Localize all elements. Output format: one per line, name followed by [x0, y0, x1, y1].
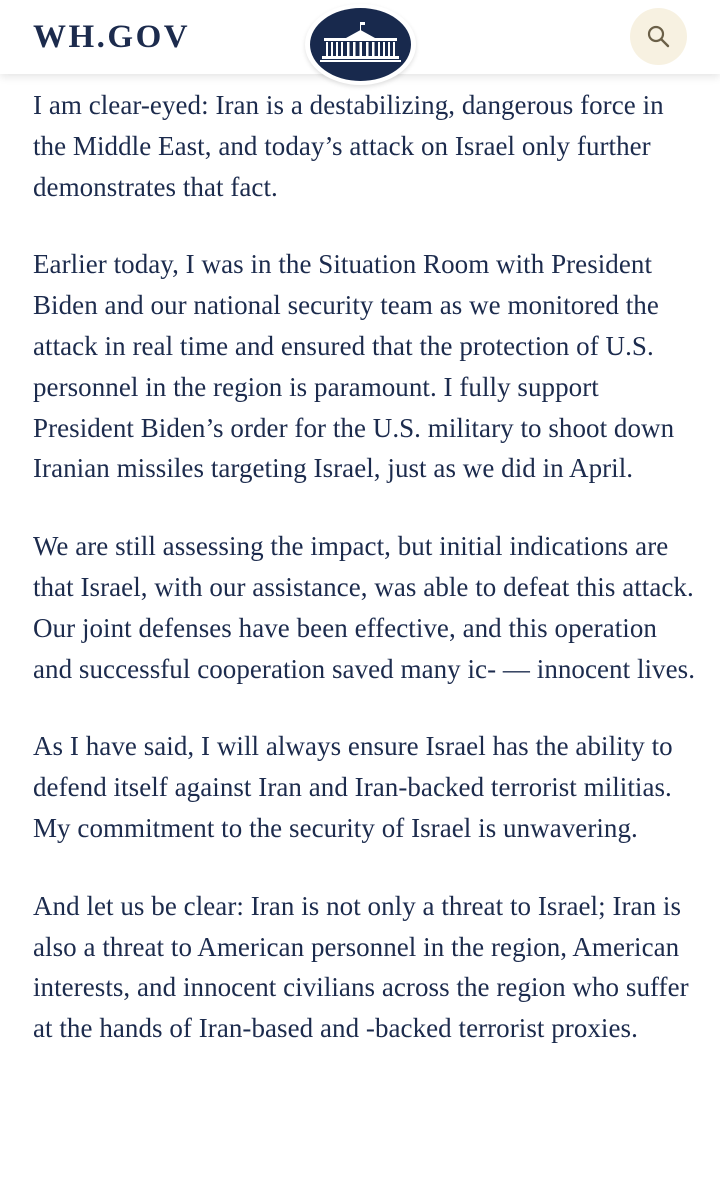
white-house-seal-icon[interactable]: [305, 4, 416, 85]
article-body: [33, 85, 698, 1086]
white-house-building-icon: [310, 8, 411, 81]
article-paragraph: And let us be clear: Iran is not only a threat to Israel; Iran is also a threat to American personnel in the region, American interests, and innocent civilians across the region who suffer at the hands of Iran-based and -backed terrorist proxies.: [33, 890, 689, 1044]
article-paragraph: We are still assessing the impact, but initial indications are that Israel, with our assistance, was able to defeat this attack. Our joint defenses have been effective, and this operation and successful cooperation saved many ic- — innocent lives.: [33, 531, 695, 684]
article-paragraph: Earlier today, I was in the Situation Room with President Biden and our national security team as we monitored the attack in real time and ensured that the protection of U.S. personnel in the region is paramount. I fully support President Biden’s order for the U.S. military to shoot down Iranian missiles targeting Israel, just as we did in April.: [33, 249, 675, 484]
site-home-link[interactable]: WH.GOV: [33, 19, 191, 55]
article-paragraph: As I have said, I will always ensure Israel has the ability to defend itself against Iran and Iran-backed terrorist militias. My commitment to the security of Israel is unwavering.: [33, 731, 673, 843]
article-paragraph: I am clear-eyed: Iran is a destabilizing, dangerous force in the Middle East, and today’s attack on Israel only further demonstrates that fact.: [33, 90, 664, 202]
site-header: [0, 0, 720, 74]
search-button[interactable]: [630, 8, 687, 65]
search-icon: [646, 24, 671, 49]
seal-background: [310, 8, 411, 81]
